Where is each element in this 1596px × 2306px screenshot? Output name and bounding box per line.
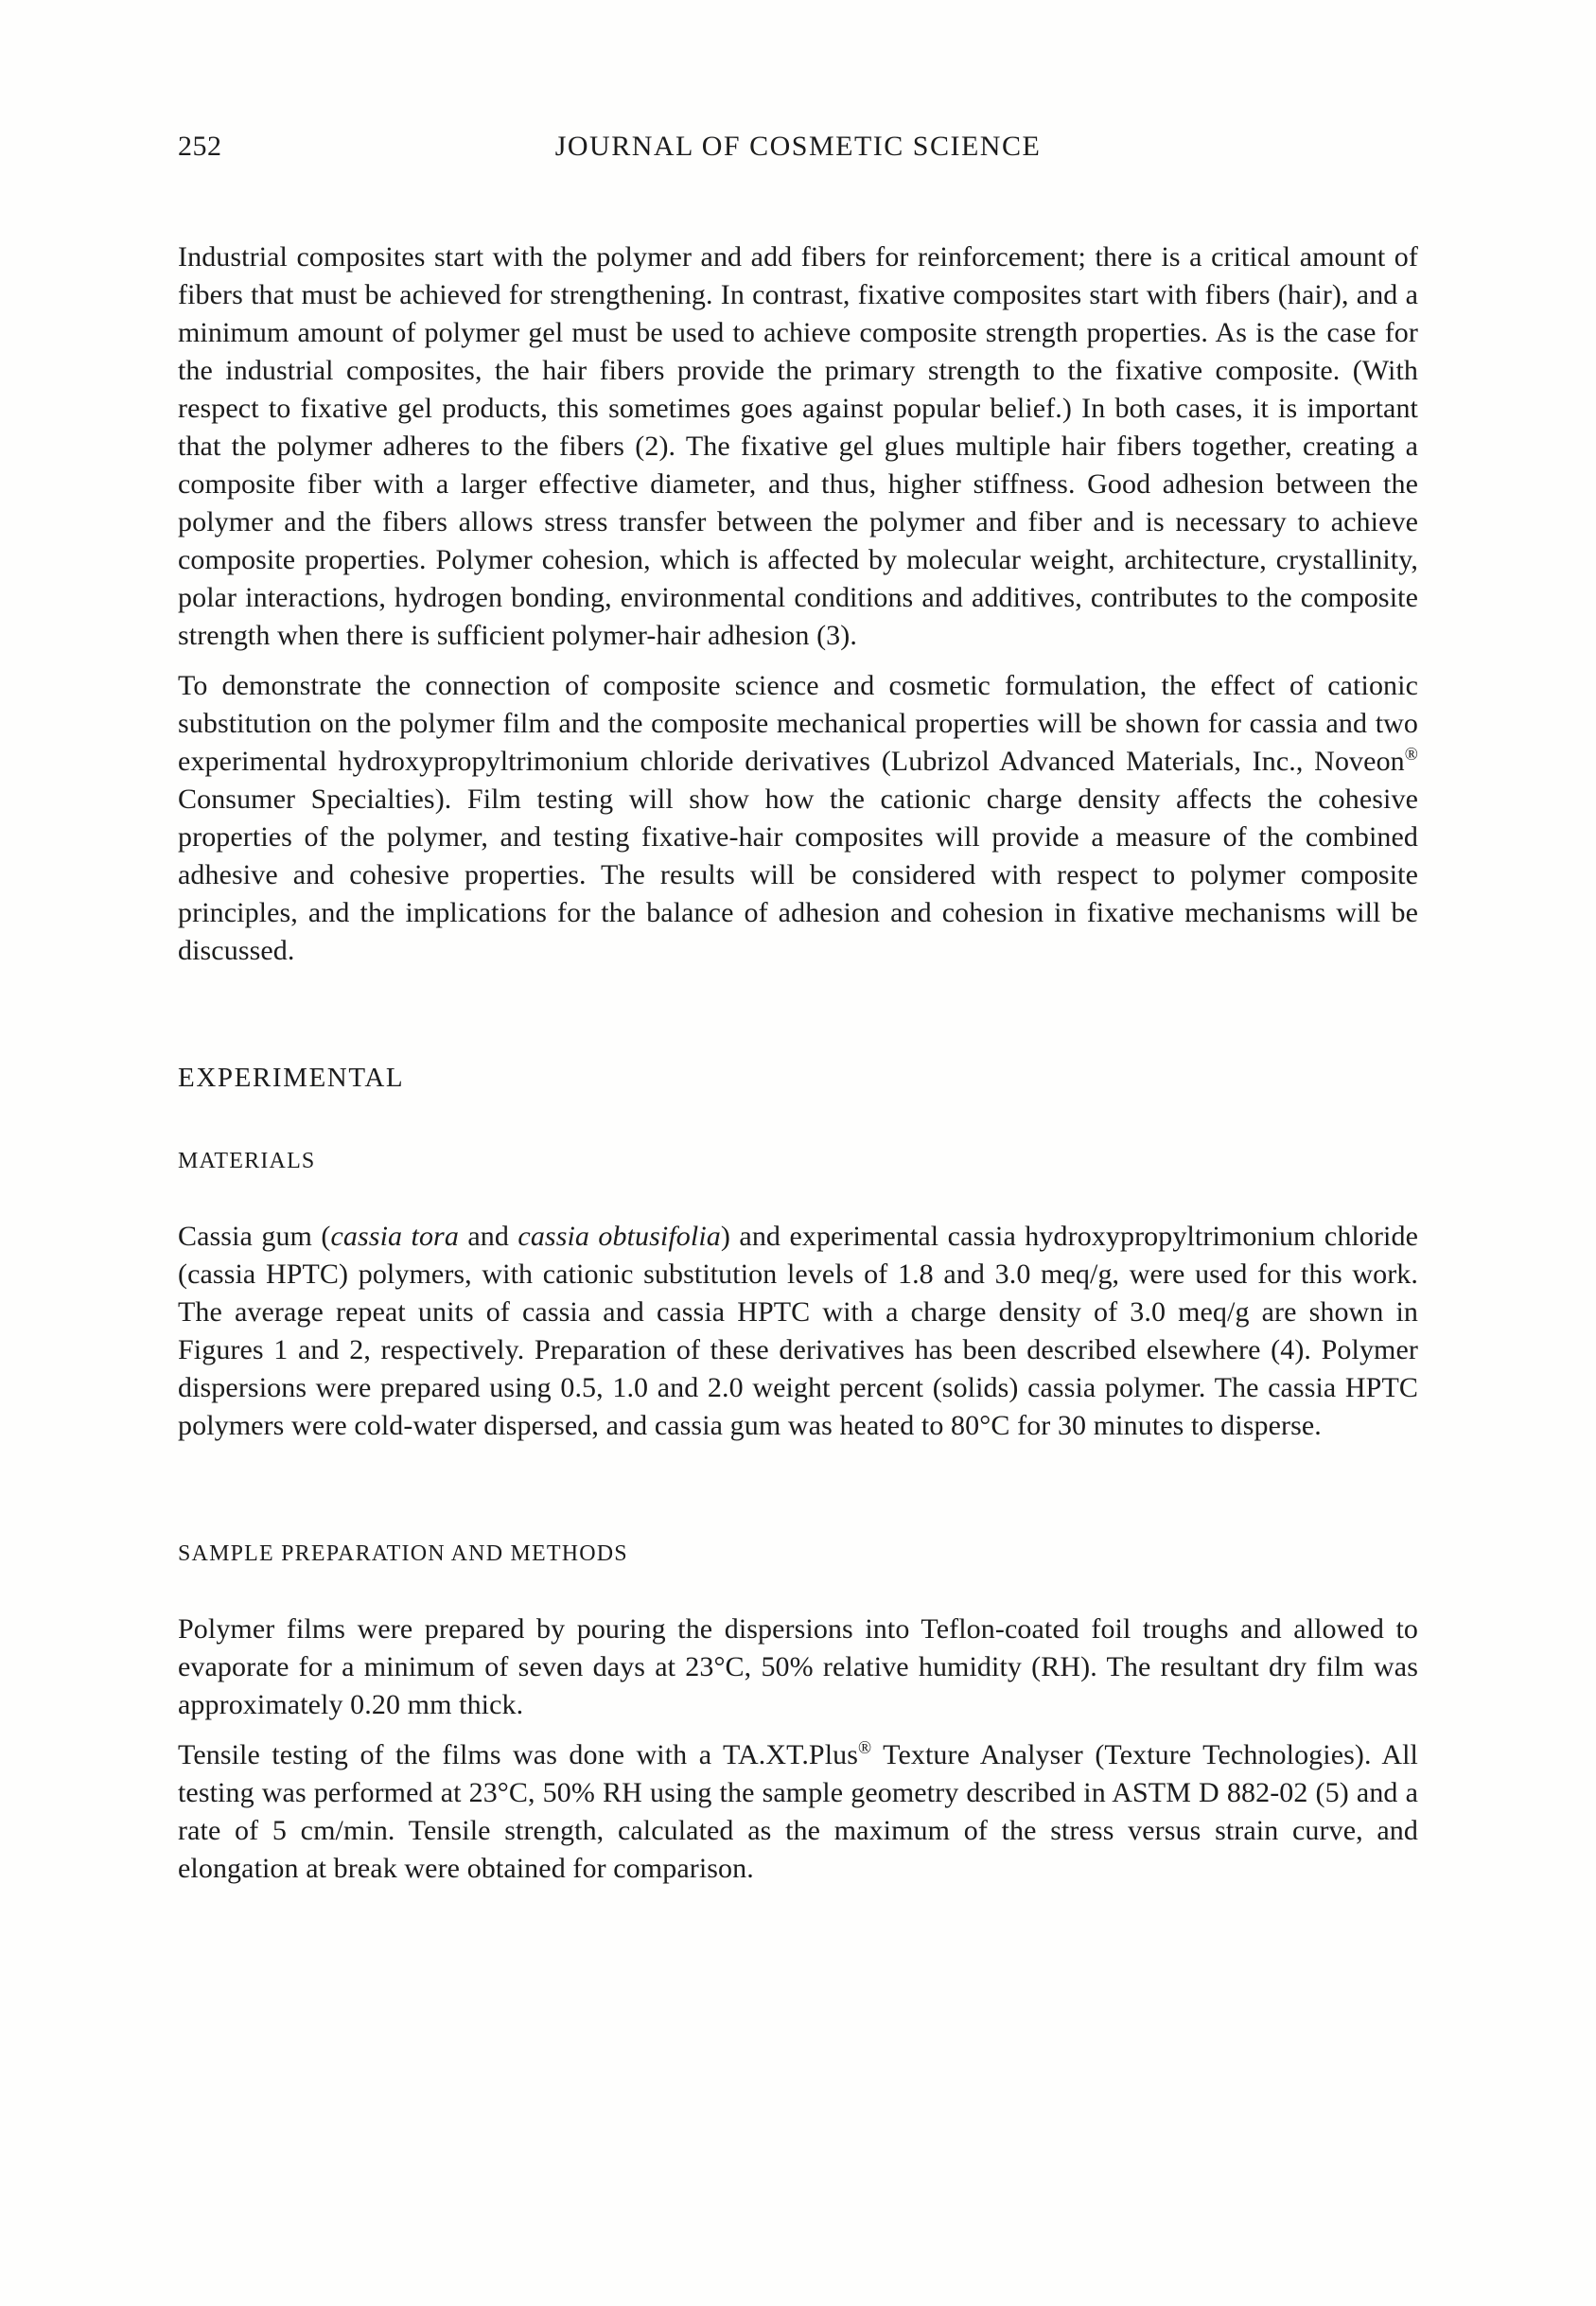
paragraph-industrial-composites: Industrial composites start with the polymer and add fibers for reinforcement; there is a critical amount of fibers that must be achieved for strengthening. In contrast, fixative composites start with fibers (hair), and a minimum amount of polymer gel must be used to achieve composite strength properties. As is the case for the industrial composites, the hair fibers provide the primary strength to the fixative composite. (With respect to fixative gel products, this sometimes goes against popular belief.) In both cases, it is important that the polymer adheres to the fibers (2). The fixative gel glues multiple hair fibers together, creating a composite fiber with a larger effective diameter, and thus, higher stiffness. Good adhesion between the polymer and the fibers allows stress transfer between the polymer and fiber and is necessary to achieve composite properties. Polymer cohesion, which is affected by molecular weight, architecture, crystallinity, polar interactions, hydrogen bonding, environmental conditions and additives, contributes to the composite strength when there is sufficient polymer-hair adhesion (3).	[178, 241, 1418, 651]
subsection-heading-materials: MATERIALS	[178, 1149, 316, 1173]
journal-title: JOURNAL OF COSMETIC SCIENCE	[554, 131, 1042, 162]
page-number: 252	[178, 131, 222, 162]
paragraph-film-preparation: Polymer films were prepared by pouring the dispersions into Teflon-coated foil troughs and allowed to evaporate for a minimum of seven days at 23°C, 50% relative humidity (RH). The resultant dry film was approximately 0.20 mm thick.	[178, 1613, 1418, 1720]
section-heading-experimental: EXPERIMENTAL	[178, 1063, 405, 1093]
paragraph-materials: Cassia gum (cassia tora and cassia obtusifolia) and experimental cassia hydroxypropyltrimonium chloride (cassia HPTC) polymers, with cationic substitution levels of 1.8 and 3.0 meq/g, were used for this work. The average repeat units of cassia and cassia HPTC with a charge density of 3.0 meq/g are shown in Figures 1 and 2, respectively. Preparation of these derivatives has been described elsewhere (4). Polymer dispersions were prepared using 0.5, 1.0 and 2.0 weight percent (solids) cassia polymer. The cassia HPTC polymers were cold-water dispersed, and cassia gum was heated to 80°C for 30 minutes to disperse.	[178, 1221, 1418, 1441]
paragraph-tensile-testing: Tensile testing of the films was done with a TA.XT.Plus® Texture Analyser (Texture Technologies). All testing was performed at 23°C, 50% RH using the sample geometry described in ASTM D 882-02 (5) and a rate of 5 cm/min. Tensile strength, calculated as the maximum of the stress versus strain curve, and elongation at break were obtained for comparison.	[178, 1738, 1418, 1884]
paragraph-demonstrate-connection: To demonstrate the connection of composite science and cosmetic formulation, the effect of cationic substitution on the polymer film and the composite mechanical properties will be shown for cassia and two experimental hydroxypropyltrimonium chloride derivatives (Lubrizol Advanced Materials, Inc., Noveon® Consumer Specialties). Film testing will show how the cationic charge density affects the cohesive properties of the polymer, and testing fixative-hair composites will provide a measure of the combined adhesive and cohesive properties. The results will be considered with respect to polymer composite principles, and the implications for the balance of adhesion and cohesion in fixative mechanisms will be discussed.	[178, 670, 1418, 966]
article-body	[178, 238, 1418, 1888]
subsection-heading-sample-preparation: SAMPLE PREPARATION AND METHODS	[178, 1541, 628, 1566]
page-header	[178, 131, 1418, 170]
